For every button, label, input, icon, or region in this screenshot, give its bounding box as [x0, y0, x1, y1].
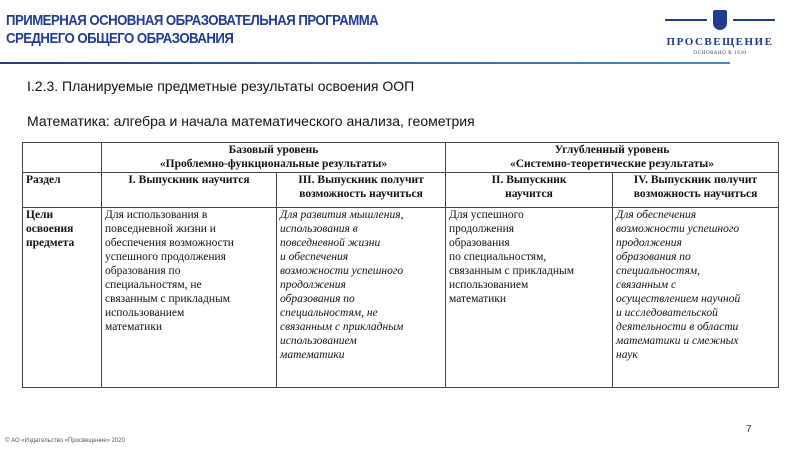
col-section: Раздел [23, 173, 102, 208]
cell-3: Для развития мышления, использования в повседневной жизни и обеспечения возможности успешного продолжения образования по специальностям, не связанным с прикладным использованием математики [277, 208, 446, 388]
title-line-1: ПРИМЕРНАЯ ОСНОВНАЯ ОБРАЗОВАТЕЛЬНАЯ ПРОГРАММА [6, 12, 379, 29]
section-title: I.2.3. Планируемые предметные результаты освоения ООП [27, 78, 415, 94]
cell-4: Для обеспечения возможности успешного продолжения образования по специальностям, связанным с осуществлением научной и исследовательской деятельности в области математики и смежных наук [613, 208, 779, 388]
subject-title: Математика: алгебра и начала математического анализа, геометрия [27, 113, 475, 129]
copyright: © АО «Издательство «Просвещение» 2020 [5, 438, 125, 444]
base-level-header: Базовый уровень «Проблемно-функциональные результаты» [102, 143, 446, 173]
col-3: III. Выпускник получит возможность научиться [277, 173, 446, 208]
logo-subtitle: ОСНОВАНО В 1930 [693, 51, 747, 56]
results-table [22, 142, 779, 388]
prosveshchenie-logo [660, 10, 780, 56]
logo-name: ПРОСВЕЩЕНИЕ [666, 36, 774, 48]
program-title [6, 12, 378, 48]
col-2: II. Выпускник научится [446, 173, 613, 208]
emblem-icon [713, 10, 727, 30]
cell-1: Для использования в повседневной жизни и обеспечения возможности успешного продолжения образования по специальностям, не связанным с прикладным использованием математики [102, 208, 277, 388]
col-4: IV. Выпускник получит возможность научиться [613, 173, 779, 208]
cell-2: Для успешного продолжения образования по специальностям, связанным с прикладным использованием математики [446, 208, 613, 388]
row-label: Цели освоения предмета [23, 208, 102, 388]
title-line-2: СРЕДНЕГО ОБЩЕГО ОБРАЗОВАНИЯ [6, 30, 234, 47]
col-1: I. Выпускник научится [102, 173, 277, 208]
advanced-level-header: Углубленный уровень «Системно-теоретические результаты» [446, 143, 779, 173]
empty-cell [23, 143, 102, 173]
page-number: 7 [746, 424, 752, 435]
header-divider [0, 62, 730, 64]
